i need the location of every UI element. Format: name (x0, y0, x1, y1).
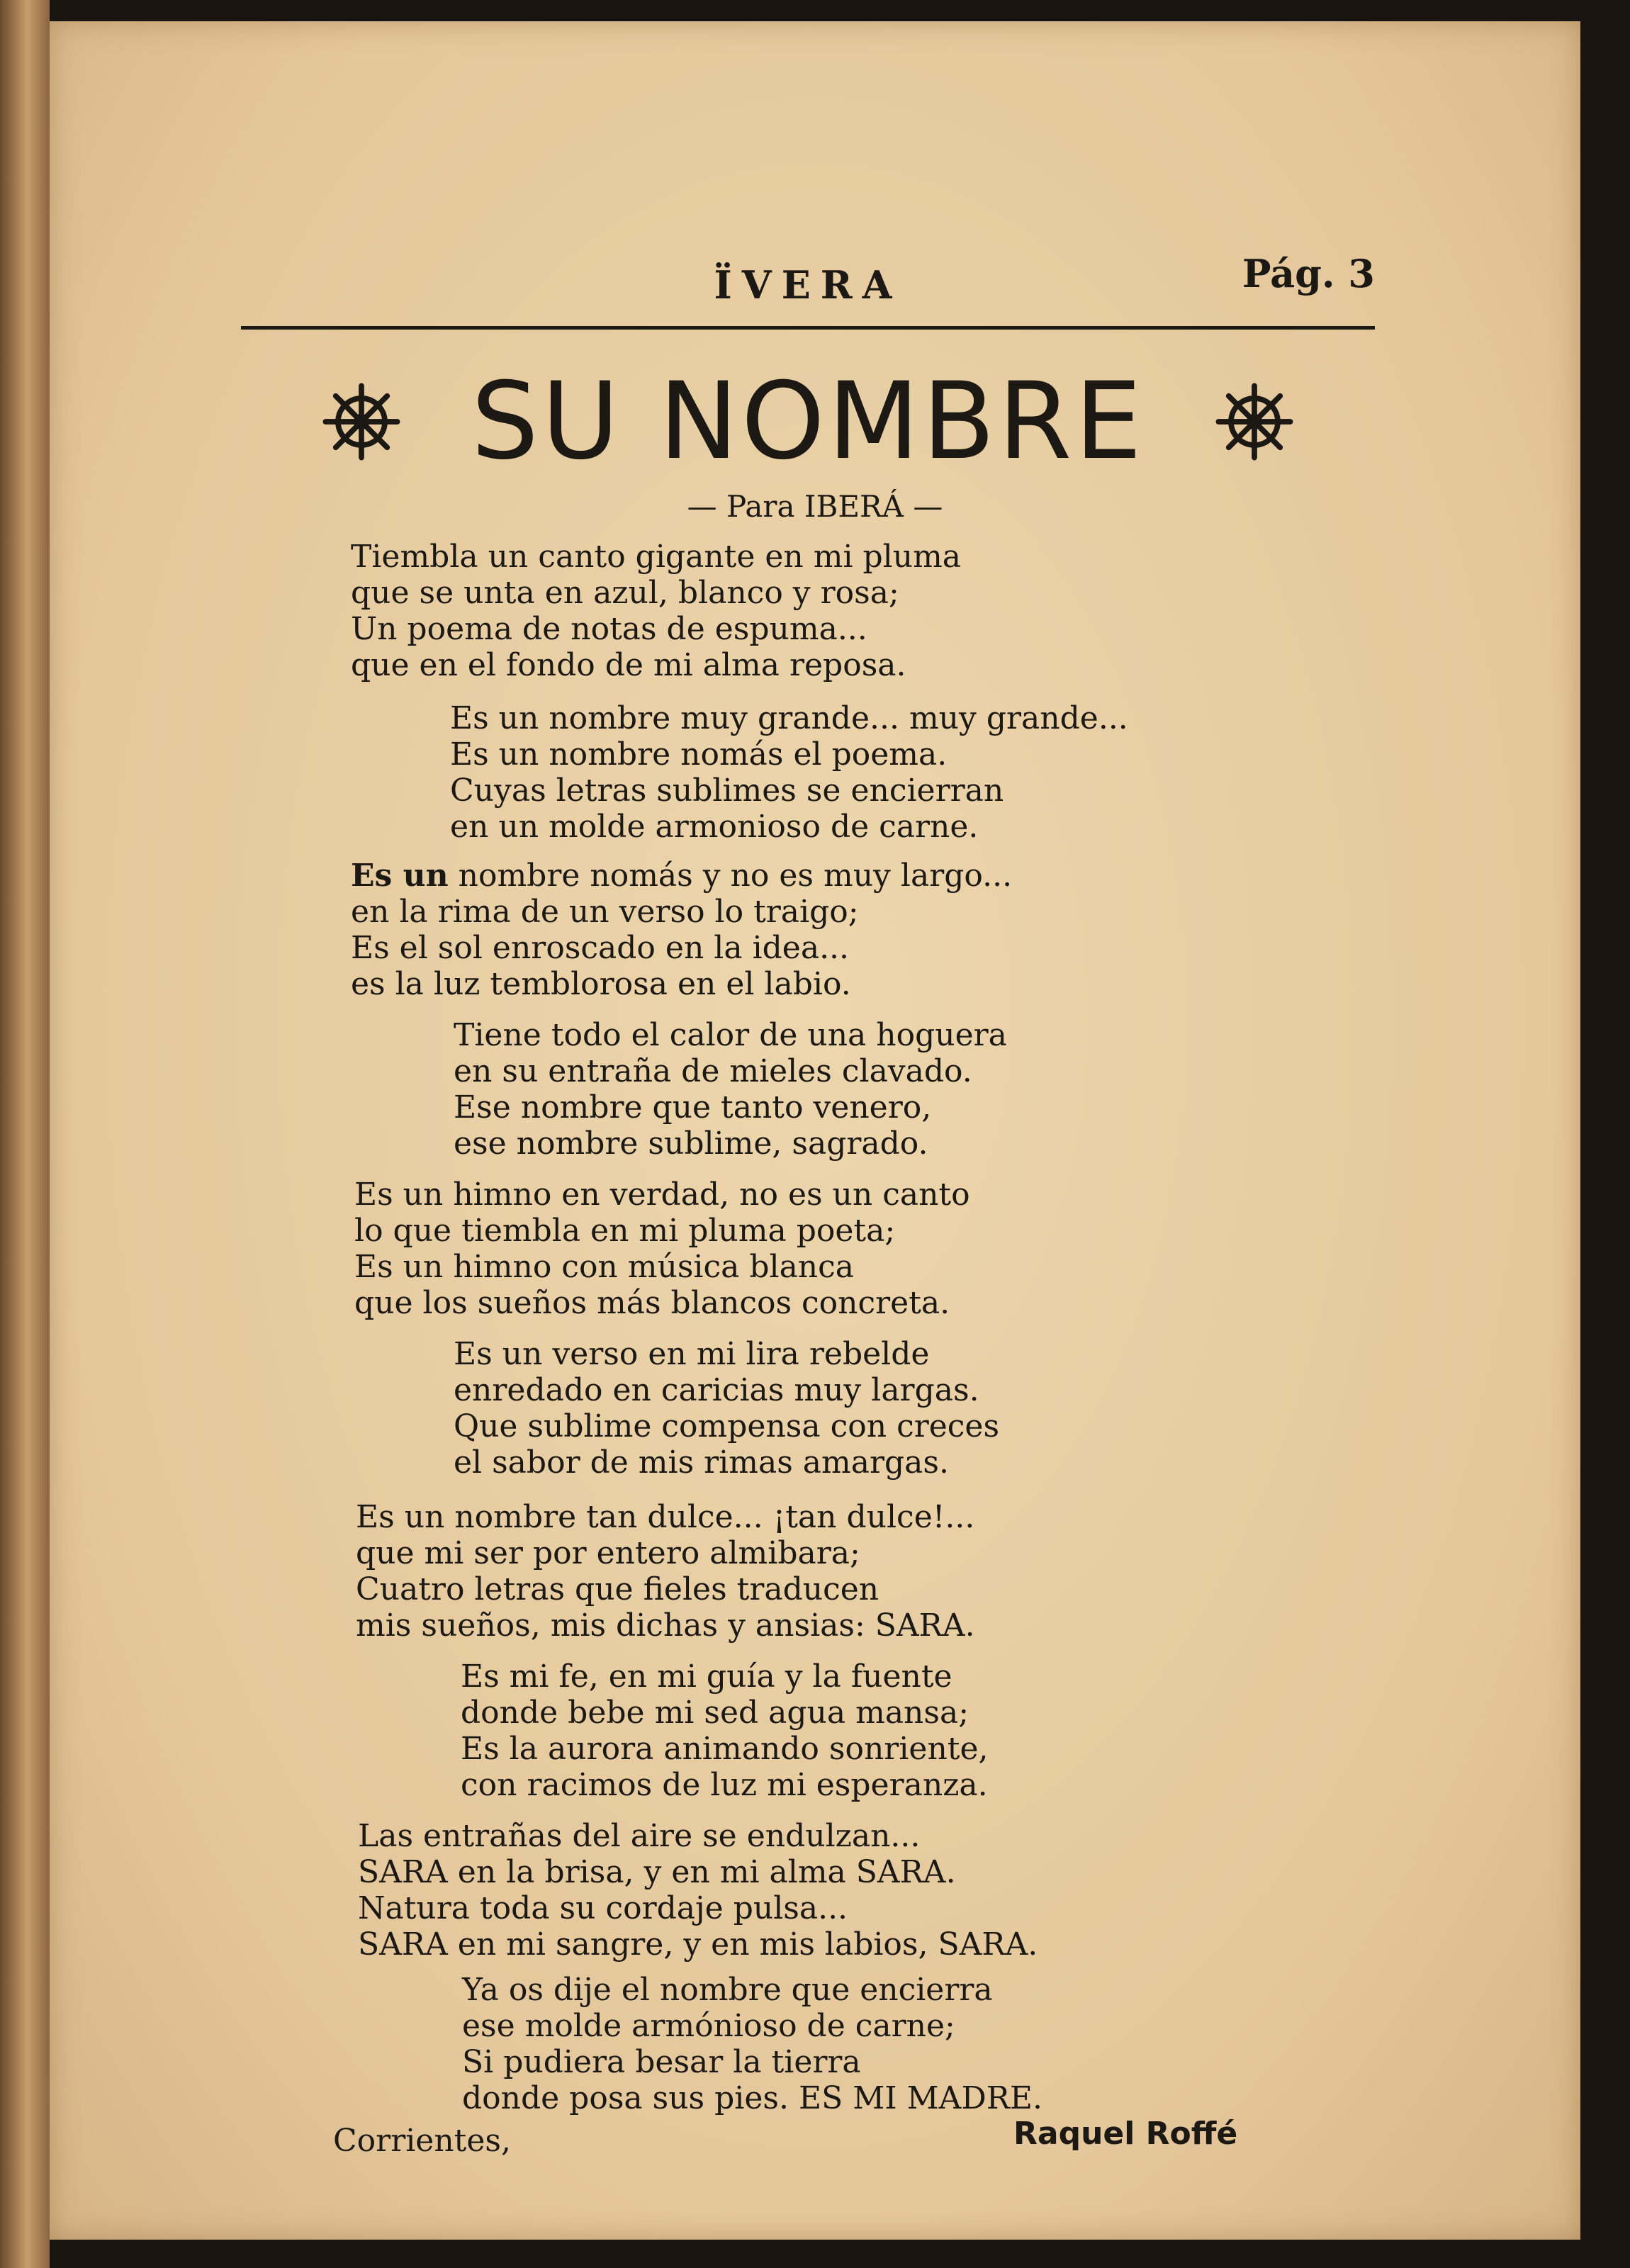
ship-wheel-icon (322, 383, 400, 461)
verse-line: que en el fondo de mi alma reposa. (351, 647, 906, 683)
verse-line: Cuyas letras sublimes se encierran (450, 773, 1004, 809)
verse-line: que los sueños más blancos concreta. (354, 1285, 950, 1321)
verse-line: Es un nombre tan dulce... ¡tan dulce!... (356, 1499, 975, 1535)
stanza (351, 539, 961, 683)
stanza (351, 858, 1012, 1002)
verse-line: Ese nombre que tanto venero, (454, 1089, 932, 1125)
verse-line: Cuatro letras que fieles traducen (356, 1571, 879, 1607)
verse-line: Es un verso en mi lira rebelde (454, 1336, 930, 1372)
verse-line: Que sublime compensa con creces (454, 1408, 1000, 1444)
stanza (454, 1336, 999, 1481)
verse-line: en su entraña de mieles clavado. (454, 1053, 972, 1089)
verse-line: enredado en caricias muy largas. (454, 1372, 979, 1408)
page-header (241, 234, 1375, 330)
poem-title: SU NOMBRE (471, 360, 1145, 483)
journal-name: ÏVERA (714, 262, 902, 308)
location: Corrientes, (333, 2123, 511, 2159)
bold-lead: Es un (351, 858, 449, 894)
magazine-page (50, 21, 1580, 2240)
verse-line: Ya os dije el nombre que encierra (462, 1972, 993, 2008)
verse-line: ese nombre sublime, sagrado. (454, 1125, 928, 1162)
verse-line: en un molde armonioso de carne. (450, 809, 979, 845)
verse-line: donde bebe mi sed agua mansa; (461, 1695, 969, 1731)
verse-line: ese molde armónioso de carne; (462, 2008, 955, 2044)
page-number: Pág. 3 (1242, 251, 1375, 296)
verse-line: que mi ser por entero almibara; (356, 1535, 860, 1571)
verse-line: con racimos de luz mi esperanza. (461, 1767, 988, 1803)
verse-line: mis sueños, mis dichas y ansias: SARA. (356, 1607, 975, 1644)
verse-line: en la rima de un verso lo traigo; (351, 894, 859, 930)
verse-line: Un poema de notas de espuma... (351, 611, 867, 647)
stanza (358, 1818, 1038, 1963)
verse-line: Las entrañas del aire se endulzan... (358, 1818, 921, 1854)
verse-line: Tiene todo el calor de una hoguera (454, 1017, 1007, 1053)
stanza (356, 1499, 975, 1644)
poem-title-row (262, 361, 1354, 482)
verse-line: que se unta en azul, blanco y rosa; (351, 575, 899, 611)
stanza (454, 1017, 1007, 1162)
verse-line: es la luz temblorosa en el labio. (351, 966, 851, 1002)
verse-line: Es el sol enroscado en la idea... (351, 930, 850, 966)
verse-line: Tiembla un canto gigante en mi pluma (351, 539, 962, 575)
dedication: — Para IBERÁ — (687, 489, 943, 524)
verse-line: Natura toda su cordaje pulsa... (358, 1890, 848, 1926)
verse-line: Es la aurora animando sonriente, (461, 1731, 989, 1767)
verse-line: Es un himno en verdad, no es un canto (354, 1177, 970, 1213)
verse-line: Es un nombre nomás el poema. (450, 736, 948, 773)
stanza (354, 1177, 970, 1321)
verse-line: Es un himno con música blanca (354, 1249, 855, 1285)
ship-wheel-icon (1215, 383, 1293, 461)
verse-line: el sabor de mis rimas amargas. (454, 1444, 949, 1481)
verse-line (351, 858, 1012, 894)
verse-line: donde posa sus pies. ES MI MADRE. (462, 2080, 1042, 2116)
stanza (461, 1658, 989, 1803)
verse-line: SARA en mi sangre, y en mis labios, SARA. (358, 1926, 1038, 1963)
verse-line: Si pudiera besar la tierra (462, 2044, 861, 2080)
verse-line: lo que tiembla en mi pluma poeta; (354, 1213, 896, 1249)
verse-line-rest: nombre nomás y no es muy largo... (458, 858, 1013, 894)
stanza (450, 700, 1128, 845)
verse-line: SARA en la brisa, y en mi alma SARA. (358, 1854, 956, 1890)
author-signature: Raquel Roffé (1013, 2116, 1238, 2152)
stanza (462, 1972, 1042, 2116)
verse-line: Es un nombre muy grande... muy grande... (450, 700, 1128, 736)
verse-line: Es mi fe, en mi guía y la fuente (461, 1658, 952, 1695)
book-binding-edge (0, 0, 50, 2268)
